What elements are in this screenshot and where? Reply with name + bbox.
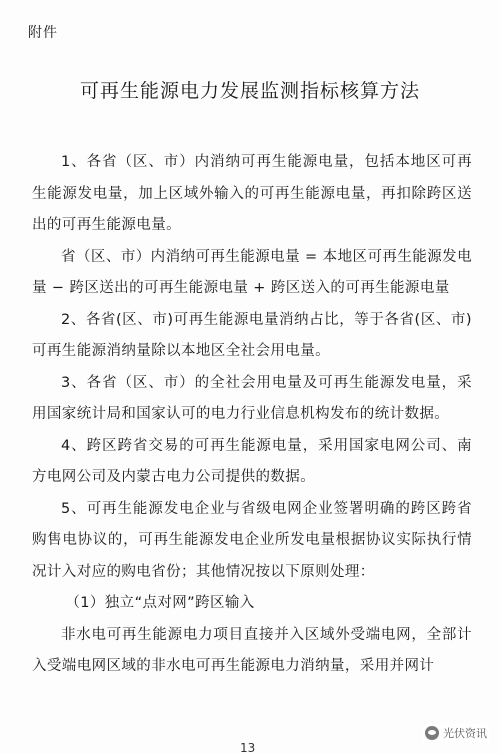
watermark-text: 光伏资讯	[443, 727, 487, 740]
paragraph-1: 1、各省（区、市）内消纳可再生能源电量，包括本地区可再生能源发电量，加上区域外输入的可再生能源电量，再扣除跨区送出的可再生能源电量。	[32, 154, 472, 233]
document-title: 可再生能源电力发展监测指标核算方法	[79, 80, 420, 102]
paragraph-3: 3、各省（区、市）的全社会用电量及可再生能源发电量，采用国家统计局和国家认可的电力行业信息机构发布的统计数据。	[32, 374, 472, 422]
paragraph-formula: 省（区、市）内消纳可再生能源电量 = 本地区可再生能源发电量 − 跨区送出的可再生能源电量 + 跨区送入的可再生能源电量	[32, 248, 472, 296]
paragraph-5: 5、可再生能源发电企业与省级电网企业签署明确的跨区跨省购售电协议的，可再生能源发电企业所发电量根据协议实际执行情况计入对应的购电省份；其他情况按以下原则处理：	[32, 500, 472, 580]
paragraph-4: 4、跨区跨省交易的可再生能源电量，采用国家电网公司、南方电网公司及内蒙古电力公司提供的数据。	[32, 437, 472, 485]
page-number: 13	[240, 741, 256, 755]
paragraph-2: 2、各省(区、市)可再生能源电量消纳占比，等于各省(区、市)可再生能源消纳量除以本地区全社会用电量。	[32, 311, 472, 359]
wechat-icon	[425, 726, 439, 740]
paragraph-6: 非水电可再生能源电力项目直接并入区域外受端电网，全部计入受端电网区域的非水电可再生能源电力消纳量，采用并网计	[32, 626, 472, 674]
attachment-label: 附件	[28, 25, 58, 41]
subheading-point-to-grid: （1）独立“点对网”跨区输入	[65, 595, 255, 611]
watermark	[422, 724, 490, 742]
document-body	[32, 147, 472, 683]
